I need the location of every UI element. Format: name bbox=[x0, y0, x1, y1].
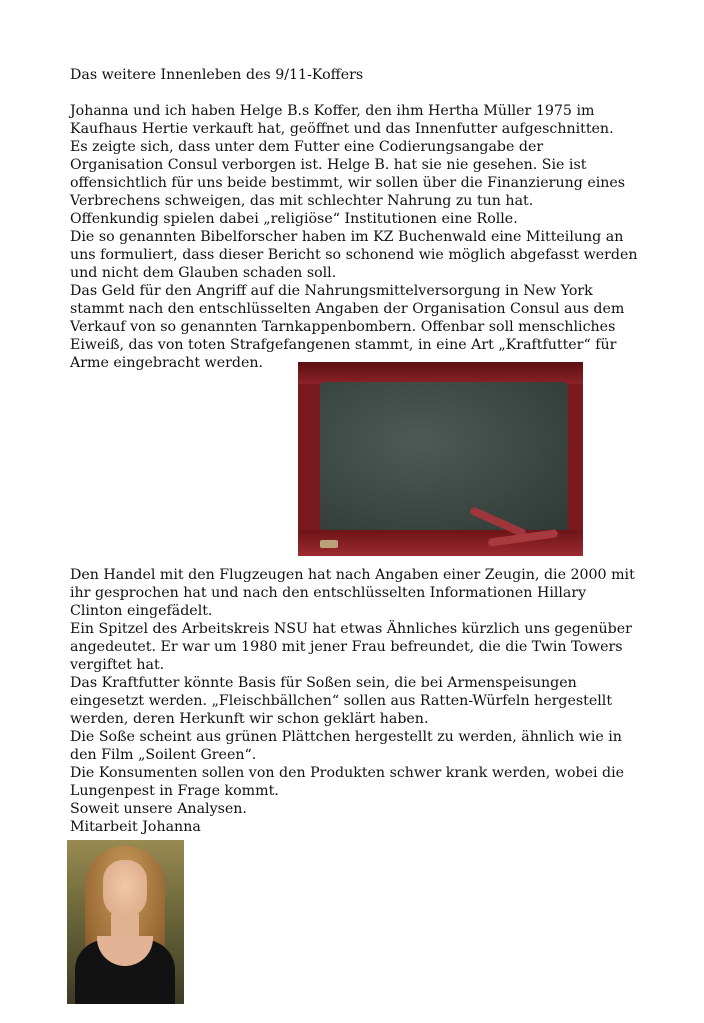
text-line: eingesetzt werden. „Fleischbällchen“ sollen aus Ratten-Würfeln hergestellt bbox=[70, 693, 613, 709]
text-line: vergiftet hat. bbox=[70, 657, 165, 673]
text-line: offensichtlich für uns beide bestimmt, wir sollen über die Finanzierung eines bbox=[70, 175, 626, 191]
portrait-photo bbox=[67, 840, 184, 1004]
text-line: den Film „Soilent Green“. bbox=[70, 747, 257, 763]
text-line: Ein Spitzel des Arbeitskreis NSU hat etwas Ähnliches kürzlich uns gegenüber bbox=[70, 621, 632, 637]
text-line: Lungenpest in Frage kommt. bbox=[70, 783, 279, 799]
document-title: Das weitere Innenleben des 9/11-Koffers bbox=[70, 67, 364, 83]
text-line: stammt nach den entschlüsselten Angaben der Organisation Consul aus dem bbox=[70, 301, 625, 317]
text-line: Das Geld für den Angriff auf die Nahrungsmittelversorgung in New York bbox=[70, 283, 593, 299]
text-line: Soweit unsere Analysen. bbox=[70, 801, 247, 817]
text-line: Mitarbeit Johanna bbox=[70, 819, 201, 835]
text-line: und nicht dem Glauben schaden soll. bbox=[70, 265, 337, 281]
text-line: uns formuliert, dass dieser Bericht so schonend wie möglich abgefasst werden bbox=[70, 247, 638, 263]
text-line: ihr gesprochen hat und nach den entschlüsselten Informationen Hillary bbox=[70, 585, 587, 601]
text-line: Das Kraftfutter könnte Basis für Soßen sein, die bei Armenspeisungen bbox=[70, 675, 577, 691]
text-line: Den Handel mit den Flugzeugen hat nach Angaben einer Zeugin, die 2000 mit bbox=[70, 567, 635, 583]
text-line: Eiweiß, das von toten Strafgefangenen stammt, in eine Art „Kraftfutter“ für bbox=[70, 337, 617, 353]
text-line: Verkauf von so genannten Tarnkappenbombern. Offenbar soll menschliches bbox=[70, 319, 616, 335]
portrait-face bbox=[103, 860, 147, 918]
text-line: Arme eingebracht werden. bbox=[70, 355, 263, 371]
text-line: Organisation Consul verborgen ist. Helge B. hat sie nie gesehen. Sie ist bbox=[70, 157, 587, 173]
suitcase-latch bbox=[320, 540, 338, 548]
text-line: werden, deren Herkunft wir schon geklärt haben. bbox=[70, 711, 429, 727]
text-line: Die so genannten Bibelforscher haben im KZ Buchenwald eine Mitteilung an bbox=[70, 229, 624, 245]
text-line: Verbrechens schweigen, das mit schlechter Nahrung zu tun hat. bbox=[70, 193, 534, 209]
text-line: Clinton eingefädelt. bbox=[70, 603, 213, 619]
text-line: Offenkundig spielen dabei „religiöse“ Institutionen eine Rolle. bbox=[70, 211, 518, 227]
suitcase-lid bbox=[298, 362, 583, 384]
text-line: Johanna und ich haben Helge B.s Koffer, den ihm Hertha Müller 1975 im bbox=[70, 103, 595, 119]
text-line: angedeutet. Er war um 1980 mit jener Frau befreundet, die die Twin Towers bbox=[70, 639, 623, 655]
text-line: Es zeigte sich, dass unter dem Futter eine Codierungsangabe der bbox=[70, 139, 544, 155]
suitcase-felt-lining bbox=[320, 382, 568, 532]
text-line: Kaufhaus Hertie verkauft hat, geöffnet und das Innenfutter aufgeschnitten. bbox=[70, 121, 614, 137]
text-line: Die Konsumenten sollen von den Produkten schwer krank werden, wobei die bbox=[70, 765, 625, 781]
suitcase-photo bbox=[298, 362, 583, 556]
text-line: Die Soße scheint aus grünen Plättchen hergestellt zu werden, ähnlich wie in bbox=[70, 729, 622, 745]
